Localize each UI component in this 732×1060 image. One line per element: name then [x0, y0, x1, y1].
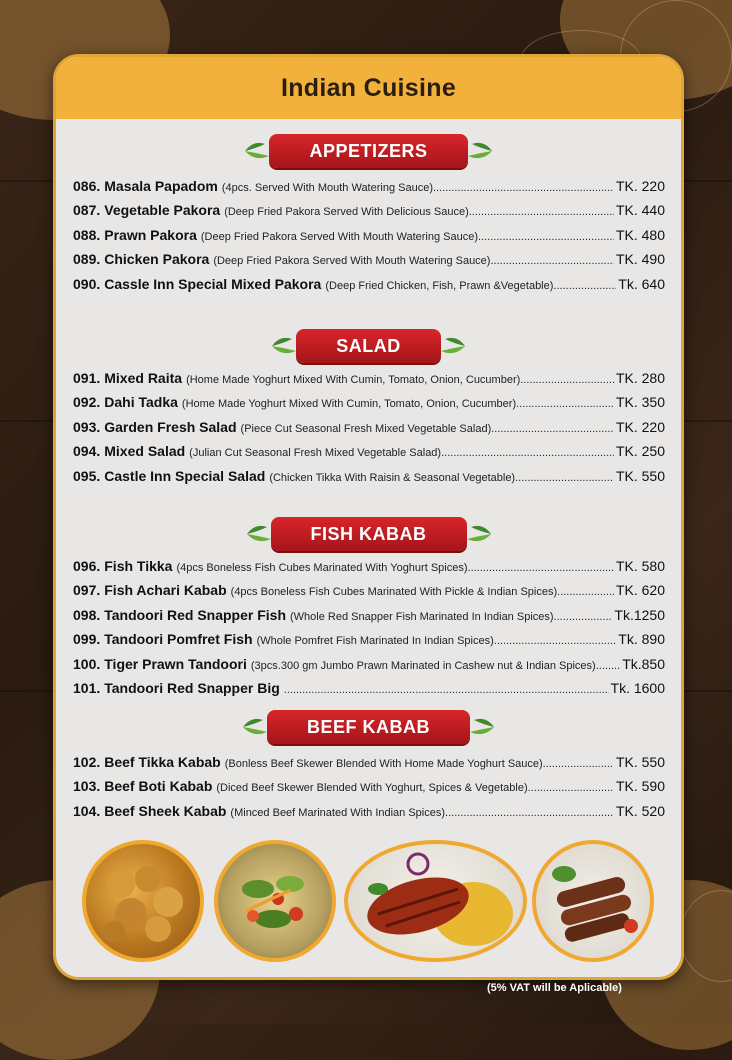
item-price: TK. 280 — [615, 370, 665, 386]
item-number: 095. — [73, 467, 101, 484]
dot-leader — [478, 231, 614, 243]
item-number: 103. — [73, 778, 101, 795]
dot-leader — [520, 374, 614, 386]
item-price: Tk. 1600 — [610, 680, 665, 696]
menu-title: Indian Cuisine — [280, 73, 457, 102]
item-price: Tk. 640 — [618, 275, 665, 292]
dot-leader — [553, 280, 616, 292]
dot-leader — [554, 611, 613, 623]
menu-item-row — [73, 468, 665, 490]
dot-leader — [516, 398, 614, 410]
menu-item-row — [73, 607, 665, 629]
item-number: 093. — [73, 418, 101, 435]
menu-card — [53, 54, 684, 980]
item-name: Fish Achari Kabab — [104, 582, 227, 599]
item-price: TK. 550 — [615, 754, 665, 770]
dot-leader — [491, 423, 614, 435]
item-description: (Home Made Yoghurt Mixed With Cumin, Tomato, Onion, Cucumber) — [181, 398, 517, 411]
menu-item-row — [73, 778, 665, 800]
item-name: Tandoori Red Snapper Big — [104, 680, 280, 696]
item-name: Vegetable Pakora — [104, 202, 221, 219]
dot-leader — [528, 782, 614, 794]
section-banner — [56, 708, 681, 746]
item-description: (Julian Cut Seasonal Fresh Mixed Vegetable Salad) — [189, 447, 442, 460]
item-price: TK. 440 — [615, 202, 665, 219]
item-description: (Piece Cut Seasonal Fresh Mixed Vegetable Salad) — [240, 422, 492, 435]
item-description: (Whole Pomfret Fish Marinated In Indian Spices) — [256, 635, 494, 648]
menu-item-row — [73, 227, 665, 249]
leaf-icon — [466, 716, 496, 738]
item-name: Mixed Salad — [104, 443, 186, 460]
food-photo-sheek-kabab — [532, 840, 654, 962]
item-price: Tk.850 — [622, 655, 665, 672]
menu-item-row — [73, 419, 665, 441]
menu-item-row — [73, 803, 665, 825]
item-number: 102. — [73, 754, 101, 770]
item-description: (4pcs Boneless Fish Cubes Marinated With Pickle & Indian Spices) — [230, 586, 558, 599]
item-name: Tandoori Red Snapper Fish — [104, 606, 287, 623]
item-description: (Deep Fried Chicken, Fish, Prawn &Vegetable) — [325, 279, 554, 292]
item-price: TK. 590 — [615, 778, 665, 795]
leaf-icon — [463, 523, 493, 545]
item-description: (Whole Red Snapper Fish Marinated In Indian Spices) — [290, 610, 554, 623]
item-name: Dahi Tadka — [104, 394, 178, 411]
leaf-icon — [464, 140, 494, 162]
item-price: TK. 220 — [615, 418, 665, 435]
menu-item-row — [73, 370, 665, 392]
item-price: TK. 520 — [615, 802, 665, 819]
menu-item-row — [73, 251, 665, 273]
item-number: 096. — [73, 558, 101, 574]
section-heading-label: APPETIZERS — [309, 140, 428, 161]
section-heading-label: BEEF KABAB — [306, 716, 430, 737]
food-photo-tandoori-fish — [344, 840, 527, 962]
menu-item-row — [73, 680, 665, 702]
section-heading-label: SALAD — [336, 335, 401, 356]
item-price: TK. 220 — [615, 178, 665, 194]
item-number: 099. — [73, 631, 101, 648]
dot-leader — [468, 562, 614, 574]
dot-leader — [469, 206, 614, 218]
dot-leader — [596, 660, 620, 672]
item-description: (Deep Fried Pakora Served With Delicious Sauce) — [224, 206, 469, 219]
dot-leader — [494, 635, 617, 647]
section-heading — [269, 134, 467, 168]
leaf-icon — [243, 140, 273, 162]
leaf-icon — [270, 335, 300, 357]
dot-leader — [284, 684, 609, 696]
dot-leader — [543, 758, 614, 770]
section-banner — [56, 515, 681, 553]
item-description: (Chicken Tikka With Raisin & Seasonal Vegetable) — [269, 471, 516, 484]
item-price: TK. 350 — [615, 394, 665, 411]
menu-item-row — [73, 276, 665, 298]
item-description: (3pcs.300 gm Jumbo Prawn Marinated in Cashew nut & Indian Spices) — [250, 659, 596, 672]
vat-note: (5% VAT will be Aplicable) — [487, 982, 622, 994]
item-name: Masala Papadom — [104, 178, 218, 194]
item-number: 088. — [73, 226, 101, 243]
leaf-icon — [245, 523, 275, 545]
item-number: 089. — [73, 251, 101, 268]
item-price: TK. 620 — [615, 582, 665, 599]
menu-item-row — [73, 582, 665, 604]
item-name: Prawn Pakora — [104, 226, 197, 243]
item-description: (Diced Beef Skewer Blended With Yoghurt, Spices & Vegetable) — [216, 782, 528, 795]
item-name: Mixed Raita — [104, 370, 183, 386]
menu-item-row — [73, 202, 665, 224]
item-name: Garden Fresh Salad — [104, 418, 237, 435]
food-photo-salad — [214, 840, 336, 962]
section-banner — [56, 327, 681, 365]
item-price: TK. 550 — [615, 467, 665, 484]
item-description: (4pcs Boneless Fish Cubes Marinated With Yoghurt Spices) — [176, 562, 468, 574]
item-price: Tk.1250 — [614, 606, 665, 623]
menu-item-row — [73, 631, 665, 653]
section-banner — [56, 132, 681, 170]
dot-leader — [433, 182, 614, 194]
item-price: TK. 250 — [615, 443, 665, 460]
item-price: TK. 480 — [615, 226, 665, 243]
item-price: TK. 490 — [615, 251, 665, 268]
item-price: TK. 580 — [615, 558, 665, 574]
dot-leader — [515, 472, 614, 484]
item-name: Tiger Prawn Tandoori — [104, 655, 247, 672]
item-number: 094. — [73, 443, 101, 460]
item-number: 087. — [73, 202, 101, 219]
dot-leader — [490, 255, 614, 267]
item-name: Castle Inn Special Salad — [104, 467, 266, 484]
item-number: 092. — [73, 394, 101, 411]
item-name: Beef Tikka Kabab — [104, 754, 221, 770]
item-price: Tk. 890 — [618, 631, 665, 648]
item-description: (Minced Beef Marinated With Indian Spices) — [230, 806, 446, 819]
item-number: 086. — [73, 178, 101, 194]
section-heading — [271, 517, 467, 551]
food-photo-pakora — [82, 840, 204, 962]
item-name: Chicken Pakora — [104, 251, 210, 268]
dot-leader — [557, 586, 614, 598]
item-number: 101. — [73, 680, 101, 696]
menu-header — [56, 57, 681, 119]
item-number: 104. — [73, 802, 101, 819]
menu-item-row — [73, 754, 665, 776]
menu-item-row — [73, 656, 665, 678]
item-name: Beef Boti Kabab — [104, 778, 213, 795]
menu-item-row — [73, 394, 665, 416]
item-description: (Home Made Yoghurt Mixed With Cumin, Tomato, Onion, Cucumber) — [186, 374, 521, 386]
item-number: 098. — [73, 606, 101, 623]
section-heading — [296, 329, 441, 363]
menu-item-row — [73, 558, 665, 580]
leaf-icon — [241, 716, 271, 738]
dot-leader — [441, 447, 614, 459]
item-name: Tandoori Pomfret Fish — [104, 631, 253, 648]
item-description: (Deep Fried Pakora Served With Mouth Watering Sauce) — [200, 230, 479, 243]
dot-leader — [445, 807, 614, 819]
leaf-icon — [437, 335, 467, 357]
item-number: 097. — [73, 582, 101, 599]
item-number: 090. — [73, 275, 101, 292]
section-heading-label: FISH KABAB — [310, 523, 427, 544]
item-number: 091. — [73, 370, 101, 386]
item-description: (Bonless Beef Skewer Blended With Home Made Yoghurt Sauce) — [224, 758, 543, 770]
section-heading — [267, 710, 470, 744]
item-name: Cassle Inn Special Mixed Pakora — [104, 275, 322, 292]
menu-item-row — [73, 178, 665, 200]
menu-item-row — [73, 443, 665, 465]
item-name: Beef Sheek Kabab — [104, 802, 227, 819]
item-description: (Deep Fried Pakora Served With Mouth Watering Sauce) — [213, 255, 491, 268]
item-number: 100. — [73, 655, 101, 672]
item-name: Fish Tikka — [104, 558, 173, 574]
item-description: (4pcs. Served With Mouth Watering Sauce) — [221, 182, 433, 194]
